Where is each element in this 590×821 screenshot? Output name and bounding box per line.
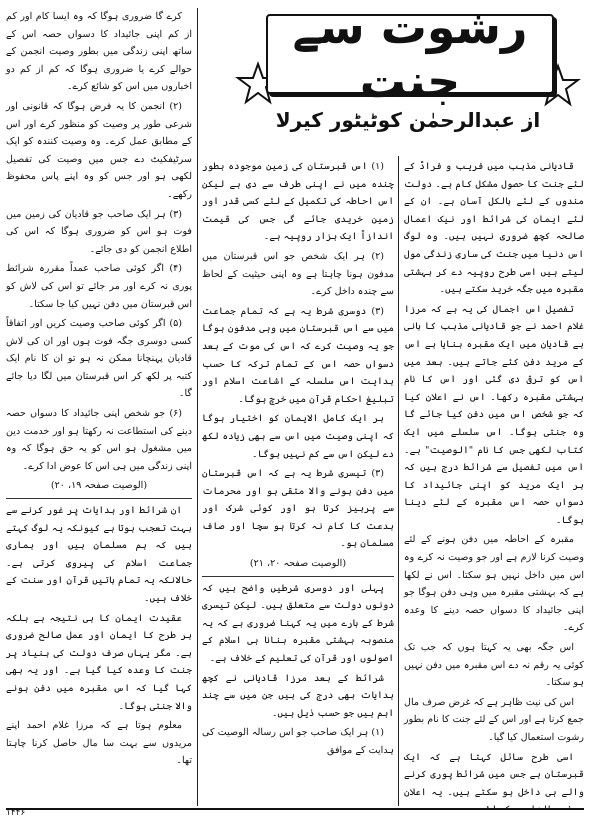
paragraph: اس کی نیت ظاہر ہے کہ غرض صرف مال جمع کرنا ہے اور اس کے لئے جنت کا نام بطور رشوت استعمال کیا گیا۔ — [404, 696, 584, 743]
footer-rule — [6, 808, 584, 821]
paragraph: اسی طرح سائل کہتا ہے کہ ایک قبرستان ہے جس میں شرائط پوری کرنے والے ہی داخل ہو سکتے ہیں۔ یہ اعلان — [404, 751, 584, 798]
paragraph: (۲) ہر ایک شخص جو اس قبرستان میں مدفون ہونا چاہتا ہے وہ اپنی حیثیت کے لحاظ سے چندہ داخل کرے۔ — [202, 250, 394, 298]
paragraph: قادیانی مذہب میں فریب و فراڈ کے لئے جنت کا حصول مشکل کام ہے۔ دولت مندوں کے لئے بالکل آسان ہے۔ ان کے لئے ایمان کی شرائط اور نیک اعمال صالحہ کچھ ضروری نہیں ہیں۔ وہ لوگ اس دنیا میں جنت کی ساری زندگی مول لیتے ہیں اسی طرح روپیہ دے کر بہشتی مقبرہ میں جگہ خرید سکتے ہیں۔ — [404, 161, 584, 296]
column-divider — [197, 8, 198, 806]
paragraph: (۱) ہر ایک صاحب جو اس رسالہ الوصیت کی ہدایت کے موافق — [202, 727, 394, 756]
paragraph: (۳) تیسری شرط یہ ہے کہ اس قبرستان میں دفن ہونے والا متقی ہو اور محرمات سے پرہیز کرتا ہو اور کوئی شرک اور بدعت کا کام نہ کرتا ہو سچا اور صاف مسلمان ہو۔ — [202, 468, 394, 550]
paragraph: کرے گا ضروری ہوگا کہ وہ ایسا کام اور کم از کم اپنی جائیداد کا دسواں حصہ اس کے ساتھ اپنی زندگی میں بطور وصیت انجمن کے حوالے کرے یا ضروری ہوگا کہ کم از کم دو اخباروں میں اس کو شائع کرے۔ — [6, 11, 192, 93]
column-left — [6, 8, 192, 806]
divider — [202, 576, 394, 577]
article-title-block — [236, 0, 580, 152]
article-byline: از عبدالرحمٰن کوٹیٹور کیرلا — [275, 108, 541, 132]
paragraph: ان شرائط اور ہدایات پر غور کرنے سے بہت تعجب ہوتا ہے کیونکہ یہ لوگ کہتے ہیں کہ ہم مسلمان ہیں اور ہماری جماعت اسلام کی پیروی کرتی ہے۔ حالانکہ یہ تمام باتیں قرآن اور سنت کے خلاف ہیں۔ — [6, 505, 192, 604]
paragraph: (۲) انجمن کا یہ فرض ہوگا کہ قانونی اور شرعی طور پر وصیت کو منظور کرے اور اس کے مطابق عمل کرے۔ وہ وصیت کنندہ کو ایک سرٹیفکیٹ دے جس میں وصیت کی تفصیل لکھی ہو اور جس کو وہ اپنے پاس محفوظ رکھے۔ — [6, 100, 192, 200]
paragraph: پہلی اور دوسری شرطیں واضح ہیں کہ دونوں دولت سے متعلق ہیں۔ لیکن تیسری شرط کے بارے میں یہ کہنا ضروری ہے کہ یہ منصوبہ بہشتی مقبرہ بنانا ہی اسلام کے اصولوں اور قرآن کی تعلیم کے خلاف ہے۔ — [202, 582, 394, 665]
paragraph: ہر ایک کامل الایمان کو اختیار ہوگا کہ اپنی وصیت میں اس سے بھی زیادہ لکھ دے لیکن اس سے کم نہیں ہوگا۔ — [202, 413, 394, 460]
paragraph: تفصیل اس اجمال کی یہ ہے کہ مرزا غلام احمد نے جو قادیانی مذہب کا بانی ہے قادیان میں ایک مقبرہ بنایا ہے اس کے مرید دفن کئے جاتے ہیں۔ بعد میں اس کو ترقی دی گئی اور اس کا نام بہشتی مقبرہ رکھا۔ اس نے اعلان کیا کہ جو شخص اس میں دفن کیا جائے گا وہ جنتی ہوگا۔ اس سلسلے میں ایک کتاب لکھی جس کا نام "الوصیت" ہے۔ اس میں تفصیل سے شرائط درج ہیں کہ ہر ایک مرید کو اپنی جائیداد کا دسواں حصہ اس مقبرہ کے لئے دینا ہوگا۔ — [404, 303, 584, 526]
column-right — [404, 158, 584, 806]
citation: (الوصیت صفحہ ۱۹، ۲۰) — [50, 480, 148, 492]
paragraph: (۴) اگر کوئی صاحب عمداً مقررہ شرائط پوری نہ کرے اور مر جائے تو اس کی لاش کو اس قبرستان میں دفن نہیں کیا جا سکتا۔ — [6, 263, 192, 310]
column-middle — [202, 158, 394, 806]
paragraph: اس جگہ بھی یہ کہتا ہوں کہ جب تک کوئی یہ رقم نہ دے اس مقبرہ میں دفن نہیں ہو سکتا۔ — [404, 642, 584, 689]
article-title: رشوت سے جنت — [266, 14, 554, 94]
paragraph: مقبرہ کے احاطہ میں دفن ہونے کے لئے وصیت کرنا لازم ہے اور جو وصیت نہ کرے وہ اس میں داخل نہیں ہو سکتا۔ اس نے لکھا ہے کہ بہشتی مقبرہ میں وہی دفن ہوگا جو اپنی جائیداد کا دسواں حصہ دینے کا وعدہ کرے۔ — [404, 534, 584, 634]
paragraph: عقیدت ایمان کا ہی نتیجہ ہے بلکہ ہر طرح کا ایمان اور عمل صالح ضروری ہے۔ مگر یہاں صرف دولت کی بنیاد پر جنت کا وعدہ کیا گیا ہے۔ اور یہ بھی کہا گیا کہ اس مقبرہ میں دفن ہونے والا جنتی ہوگا۔ — [6, 612, 192, 712]
column-divider — [398, 156, 399, 806]
paragraph: (۱) اس قبرستان کی زمین موجودہ بطور چندہ میں نے اپنی طرف سے دی ہے لیکن اس احاطہ کی تکمیل کے لئے کسی قدر اور زمین خریدی جائے گی جس کی قیمت اندازاً ایک ہزار روپیہ ہے۔ — [202, 161, 394, 243]
paragraph: (۳) دوسری شرط یہ ہے کہ تمام جماعت میں سے اس قبرستان میں وہی مدفون ہوگا جو یہ وصیت کرے کہ اس کی موت کے بعد دسواں حصہ اس کے تمام ترکہ کا حسب ہدایت اس سلسلہ کے اشاعت اسلام اور تبلیغ احکام قرآن میں خرچ ہوگا۔ — [202, 305, 394, 405]
paragraph: معلوم ہوتا ہے کہ مرزا غلام احمد اپنے مریدوں سے بہت سا مال حاصل کرنا چاہتا تھا۔ — [6, 720, 192, 767]
paragraph: (۵) اگر کوئی صاحب وصیت کریں اور اتفاقاً کسی دوسری جگہ فوت ہوں اور ان کی لاش قادیان پہنچانا ممکن نہ ہو تو ان کا نام ایک کتبہ پر لکھ کر اس قبرستان میں لگا دیا جائے گا۔ — [6, 318, 192, 400]
paragraph: (۳) ہر ایک صاحب جو قادیان کی زمین میں فوت ہو اس کو ضروری ہوگا کہ اس کی اطلاع انجمن کو دی جائے۔ — [6, 208, 192, 255]
paragraph: (۶) جو شخص اپنی جائیداد کا دسواں حصہ دینے کی استطاعت نہ رکھتا ہو اور خدمت دین میں مشغول ہو اس کو یہ حق ہوگا کہ وہ اپنی زندگی میں ہی اس کا عوض ادا کرے۔ — [6, 408, 192, 472]
paragraph: شرائط کے بعد مرزا قادیانی نے کچھ ہدایات بھی درج کی ہیں جن میں سے چند اہم ہیں جو حسب ذیل ہیں۔ — [202, 672, 394, 719]
citation: (الوصیت صفحہ ۲۰، ۲۱) — [249, 558, 347, 570]
divider — [6, 498, 192, 499]
page-number: ۱۴۴۶ — [6, 808, 26, 818]
